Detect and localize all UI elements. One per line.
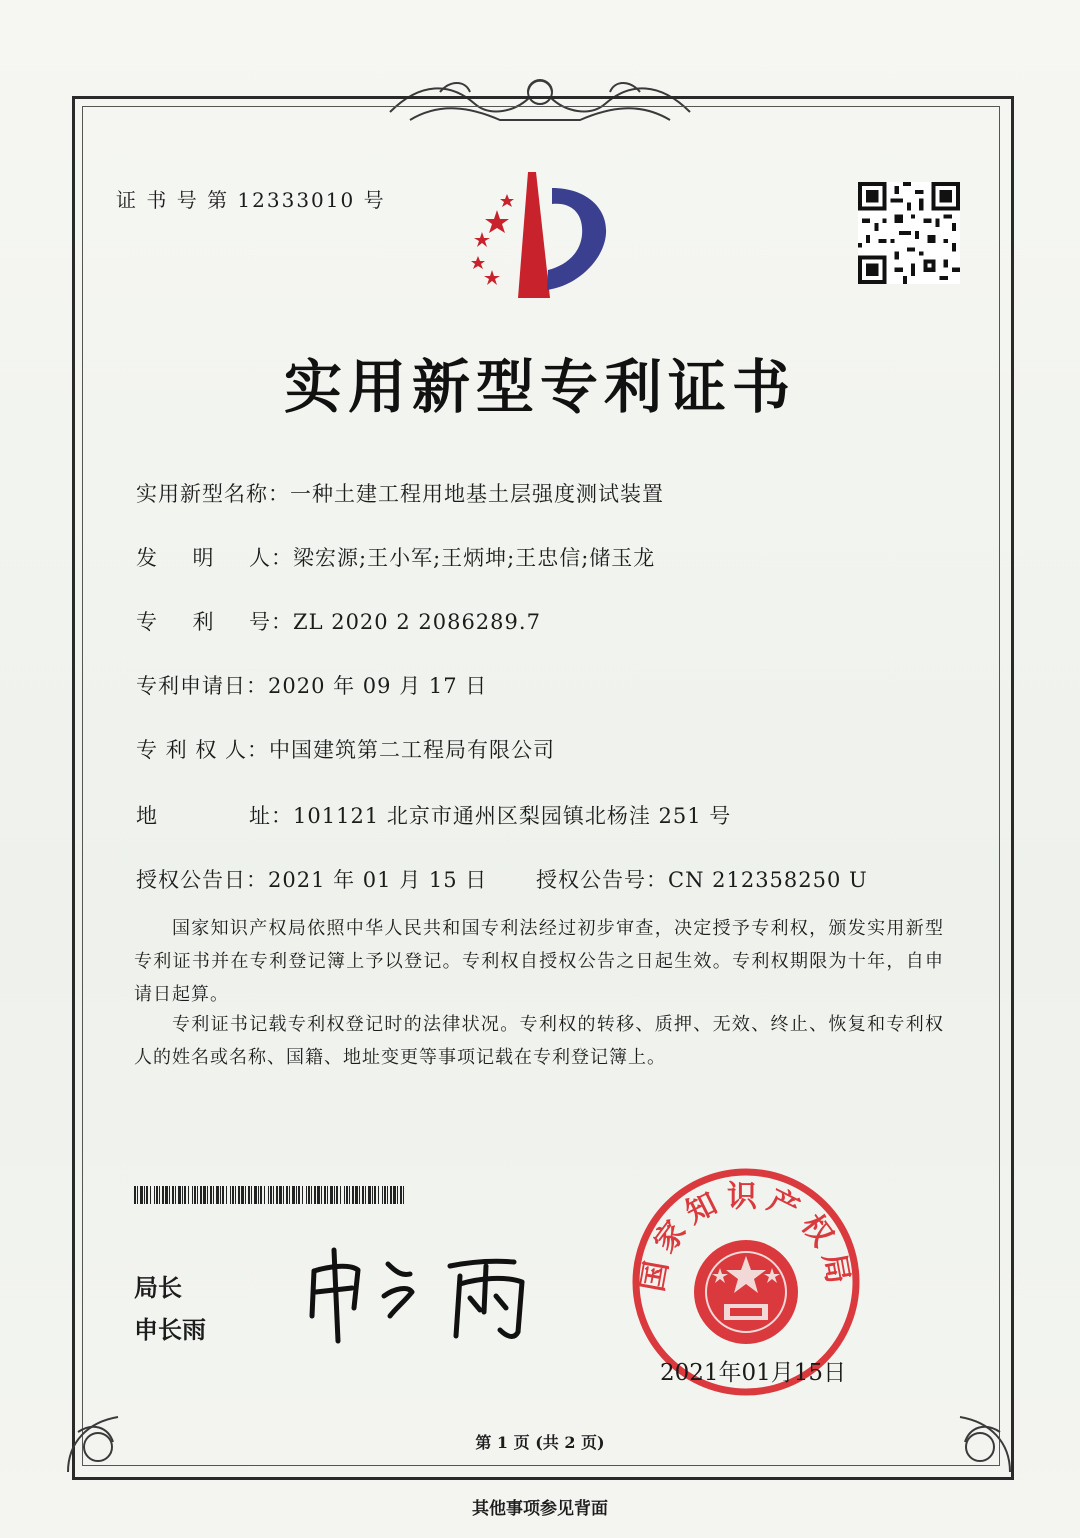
address-label-char: 址 (249, 804, 271, 828)
barcode-bar (194, 1186, 196, 1204)
address-label-char: 地 (136, 804, 158, 828)
barcode-bar (286, 1186, 288, 1204)
barcode-bar (207, 1186, 208, 1204)
barcode-bar (222, 1186, 224, 1204)
announcement-number-field (536, 864, 868, 894)
application-date-field (136, 670, 487, 700)
barcode-bar (268, 1186, 269, 1204)
barcode-bar (340, 1186, 341, 1204)
barcode-bar (159, 1186, 160, 1204)
barcode-bar (352, 1186, 354, 1204)
director-name: 申长雨 (134, 1315, 206, 1344)
qr-code[interactable] (858, 182, 960, 284)
inventors-label-char: 发 (136, 546, 158, 570)
barcode-bar (137, 1186, 138, 1204)
seal-date: 2021年01月15日 (660, 1360, 847, 1386)
barcode-bar (213, 1186, 214, 1204)
announcement-date-field (136, 864, 487, 894)
barcode-bar (203, 1186, 206, 1204)
inventors-label (136, 542, 271, 572)
barcode-bar (302, 1186, 303, 1204)
barcode-bar (175, 1186, 176, 1204)
patent-number-field (136, 606, 541, 636)
barcode-bar (346, 1186, 348, 1204)
barcode-bar (390, 1186, 392, 1204)
barcode-bar (349, 1186, 350, 1204)
barcode (134, 1186, 406, 1204)
barcode-bar (264, 1186, 265, 1204)
barcode-bar (144, 1186, 145, 1204)
barcode-bar (184, 1186, 186, 1204)
barcode-bar (169, 1186, 170, 1204)
barcode-bar (321, 1186, 322, 1204)
announcement-date-label: 授权公告日： (136, 868, 268, 892)
barcode-bar (403, 1186, 404, 1204)
certificate-number: 证 书 号 第 12333010 号 (116, 188, 386, 212)
barcode-bar (306, 1186, 307, 1204)
barcode-bar (172, 1186, 174, 1204)
address-label (136, 800, 271, 830)
barcode-bar (387, 1186, 388, 1204)
barcode-bar (382, 1186, 383, 1204)
barcode-bar (156, 1186, 158, 1204)
seal-text: 国家知识产权局 (635, 1179, 857, 1295)
barcode-bar (150, 1186, 151, 1204)
utility-model-name-field (136, 478, 664, 508)
patent-number-label-char: 专 (136, 610, 158, 634)
barcode-bar (384, 1186, 386, 1204)
barcode-bar (251, 1186, 252, 1204)
barcode-bar (344, 1186, 345, 1204)
address-value: 101121 北京市通州区梨园镇北杨洼 251 号 (293, 804, 732, 828)
barcode-bar (317, 1186, 320, 1204)
barcode-bar (260, 1186, 262, 1204)
barcode-bar (283, 1186, 284, 1204)
barcode-bar (334, 1186, 335, 1204)
barcode-bar (314, 1186, 316, 1204)
barcode-bar (165, 1186, 168, 1204)
barcode-bar (400, 1186, 402, 1204)
inventors-label-char: 明 (192, 546, 215, 570)
announcement-date-value: 2021 年 01 月 15 日 (268, 868, 488, 892)
announcement-number-value: CN 212358250 U (668, 868, 868, 892)
application-date-value: 2020 年 09 月 17 日 (268, 674, 488, 698)
barcode-bar (232, 1186, 234, 1204)
barcode-bar (276, 1186, 278, 1204)
barcode-bar (324, 1186, 326, 1204)
inventors-field (136, 542, 655, 572)
patent-number-label (136, 606, 271, 636)
barcode-bar (298, 1186, 300, 1204)
director-title: 局长 (134, 1273, 182, 1302)
barcode-bar (178, 1186, 181, 1204)
barcode-bar (368, 1186, 371, 1204)
patent-number-label-char: 利 (192, 610, 215, 634)
barcode-bar (296, 1186, 297, 1204)
barcode-bar (154, 1186, 155, 1204)
patentee-value: 中国建筑第二工程局有限公司 (269, 738, 556, 762)
barcode-bar (192, 1186, 193, 1204)
barcode-bar (162, 1186, 164, 1204)
body-paragraph-1: 国家知识产权局依照中华人民共和国专利法经过初步审查，决定授予专利权，颁发实用新型专利证书并在专利登记簿上予以登记。专利权自授权公告之日起生效。专利权期限为十年，自申请日起算。 (134, 918, 944, 1005)
barcode-bar (330, 1186, 333, 1204)
barcode-bar (397, 1186, 398, 1204)
director-signature (300, 1236, 550, 1346)
barcode-bar (258, 1186, 259, 1204)
barcode-bar (188, 1186, 189, 1204)
body-paragraph-2: 专利证书记载专利权登记时的法律状况。专利权的转移、质押、无效、终止、恢复和专利权人的姓名或名称、国籍、地址变更等事项记载在专利登记簿上。 (134, 1014, 944, 1068)
barcode-bar (210, 1186, 212, 1204)
announcement-number-label: 授权公告号： (536, 868, 668, 892)
barcode-bar (374, 1186, 376, 1204)
barcode-bar (308, 1186, 310, 1204)
barcode-bar (248, 1186, 250, 1204)
inventors-colon: ： (271, 546, 293, 570)
barcode-bar (241, 1186, 244, 1204)
barcode-bar (292, 1186, 295, 1204)
barcode-bar (279, 1186, 282, 1204)
barcode-bar (362, 1186, 364, 1204)
address-field (136, 800, 731, 830)
barcode-bar (378, 1186, 379, 1204)
barcode-bar (327, 1186, 328, 1204)
barcode-bar (220, 1186, 221, 1204)
barcode-bar (197, 1186, 198, 1204)
barcode-bar (238, 1186, 240, 1204)
utility-model-name-label: 实用新型名称： (136, 482, 290, 506)
barcode-bar (336, 1186, 338, 1204)
inventors-label-char: 人 (249, 546, 271, 570)
barcode-bar (355, 1186, 358, 1204)
barcode-bar (270, 1186, 272, 1204)
patent-office-logo (452, 170, 622, 310)
patentee-field (136, 734, 555, 764)
application-date-label: 专利申请日： (136, 674, 268, 698)
inventors-value: 梁宏源;王小军;王炳坤;王忠信;储玉龙 (293, 546, 656, 570)
barcode-bar (289, 1186, 290, 1204)
barcode-bar (230, 1186, 231, 1204)
barcode-bar (226, 1186, 227, 1204)
barcode-bar (365, 1186, 366, 1204)
patent-number-value: ZL 2020 2 2086289.7 (293, 610, 541, 634)
address-colon: ： (271, 804, 293, 828)
barcode-bar (146, 1186, 148, 1204)
barcode-bar (254, 1186, 257, 1204)
footer-note: 其他事项参见背面 (472, 1499, 608, 1519)
barcode-bar (216, 1186, 219, 1204)
barcode-bar (273, 1186, 274, 1204)
utility-model-name-value: 一种土建工程用地基土层强度测试装置 (290, 482, 664, 506)
certificate-title: 实用新型专利证书 (283, 353, 796, 421)
barcode-bar (235, 1186, 236, 1204)
barcode-bar (140, 1186, 143, 1204)
barcode-bar (245, 1186, 246, 1204)
barcode-bar (134, 1186, 136, 1204)
barcode-bar (393, 1186, 396, 1204)
patent-number-colon: ： (271, 610, 293, 634)
barcode-bar (359, 1186, 360, 1204)
barcode-bar (372, 1186, 373, 1204)
barcode-bar (200, 1186, 202, 1204)
page-indicator: 第 1 页 (共 2 页) (475, 1433, 605, 1452)
barcode-bar (311, 1186, 312, 1204)
barcode-bar (182, 1186, 183, 1204)
patent-number-label-char: 号 (249, 610, 271, 634)
patentee-label: 专 利 权 人： (136, 738, 270, 762)
